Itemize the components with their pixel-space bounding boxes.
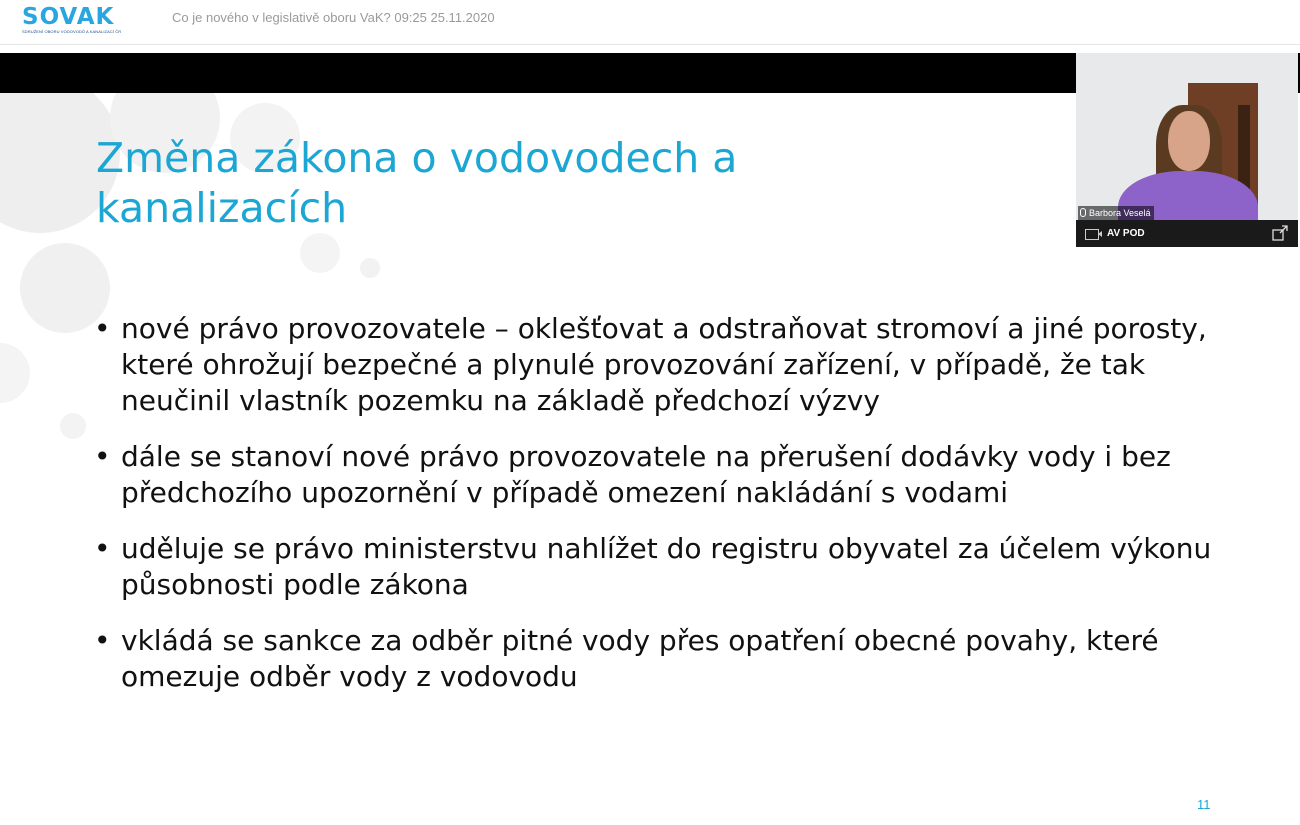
logo-subtitle: SDRUŽENÍ OBORU VODOVODŮ A KANALIZACÍ ČR [22,29,122,34]
decorative-bubble [0,343,30,403]
bullet-item [92,531,1212,603]
decorative-bubble [360,258,380,278]
camera-label: AV POD [1107,228,1145,239]
bullet-dot: • [94,624,111,657]
top-bar [0,0,1300,45]
bullet-list [92,311,1212,715]
bullet-text: uděluje se právo ministerstvu nahlížet do registru obyvatel za účelem výkonu působnosti podle zákona [121,532,1212,601]
slide-page-number: 11 [1197,797,1211,812]
participant-name: Barbora Veselá [1089,208,1151,218]
bullet-item [92,439,1212,511]
bullet-text: dále se stanoví nové právo provozovatele na přerušení dodávky vody i bez předchozího upozornění v případě omezení nakládání s vodami [121,440,1171,509]
slide-title: Změna zákona o vodovodech a kanalizacích [96,134,738,232]
bullet-item [92,311,1212,419]
webcam-video [1076,53,1298,220]
expand-icon[interactable] [1272,225,1288,241]
bullet-dot: • [94,440,111,473]
bullet-item [92,623,1212,695]
logo-text: SOVAK [22,4,115,30]
microphone-icon [1080,208,1086,217]
decorative-bubble [60,413,86,439]
webcam-tile[interactable] [1076,53,1298,247]
bullet-dot: • [94,312,111,345]
decorative-bubble [300,233,340,273]
bullet-text: vkládá se sankce za odběr pitné vody přes opatření obecné povahy, které omezuje odběr vody z vodovodu [121,624,1159,693]
sovak-logo [22,5,152,39]
webcam-controls [1076,220,1298,247]
participant-face [1168,111,1210,171]
bullet-dot: • [94,532,111,565]
bullet-text: nové právo provozovatele – oklešťovat a odstraňovat stromoví a jiné porosty, které ohrožují bezpečné a plynulé provozování zařízení, v případě, že tak neučinil vlastník pozemku na základě předchozí výzvy [121,312,1207,417]
camera-icon[interactable] [1085,229,1099,240]
participant-name-tag [1078,206,1154,220]
session-title: Co je nového v legislativě oboru VaK? 09:25 25.11.2020 [172,10,495,25]
